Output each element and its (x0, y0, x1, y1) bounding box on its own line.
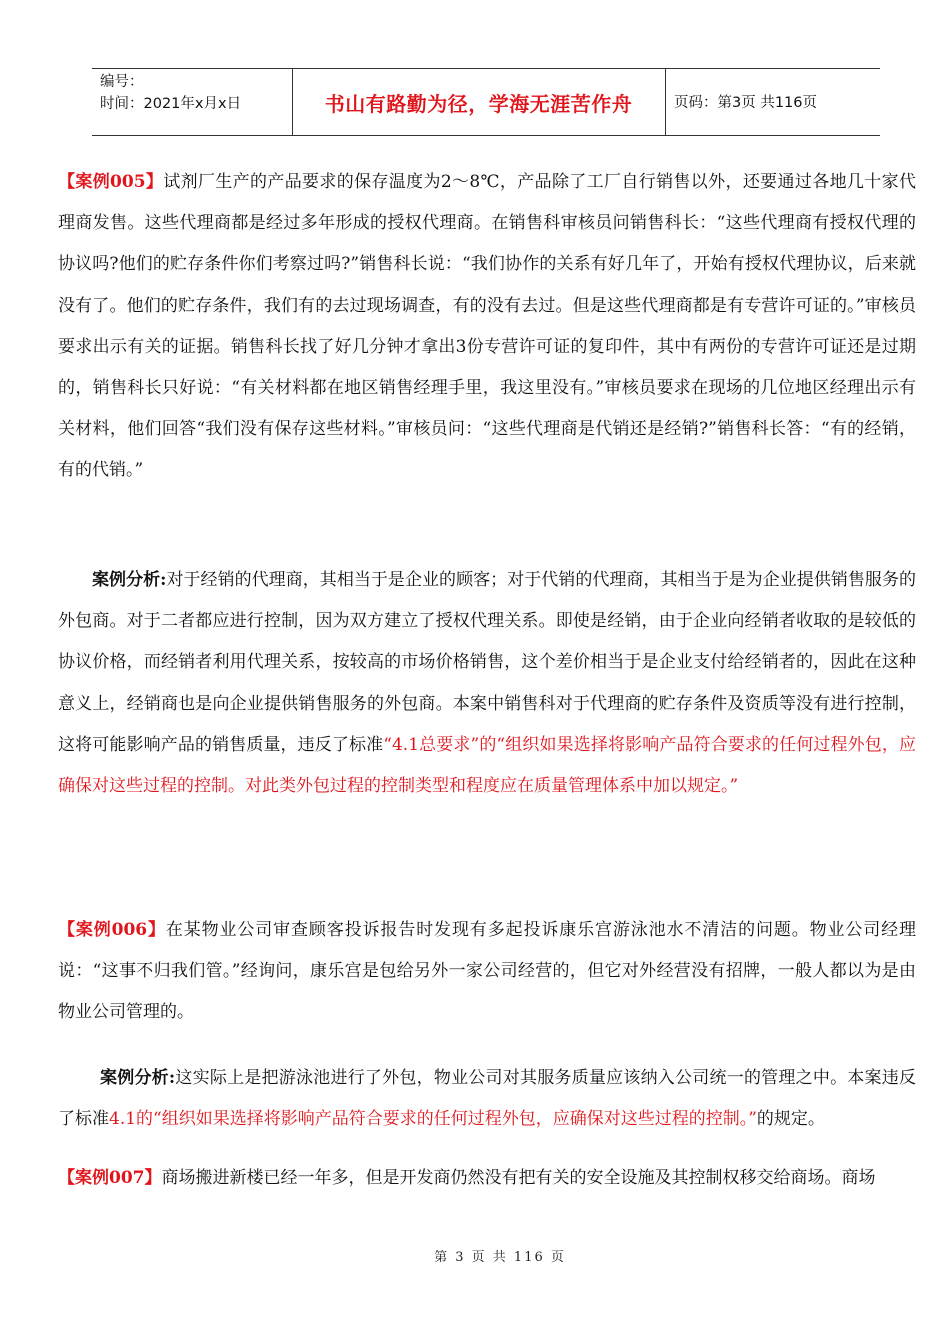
case-007-text: 商场搬进新楼已经一年多，但是开发商仍然没有把有关的安全设施及其控制权移交给商场。商场 (161, 1168, 876, 1188)
header-left-cell (100, 71, 241, 115)
analysis-005-standard-quote: “4.1总要求”的“组织如果选择将影响产品符合要求的任何过程外包，应确保对这些过程的控制。对此类外包过程的控制类型和程度应在质量管理体系中加以规定。” (58, 734, 917, 797)
number-label: 编号： (100, 74, 144, 90)
case-006-text: 在某物业公司审查顾客投诉报告时发现有多起投诉康乐宫游泳池水不清洁的问题。物业公司经理说：“这事不归我们管。”经询问，康乐宫是包给另外一家公司经营的，但它对外经营没有招牌，一般人都以为是由物业公司管理的。 (58, 920, 916, 1023)
analysis-005-label: 案例分析: (92, 570, 167, 590)
case-006-paragraph (58, 910, 916, 1034)
case-005-text: 试剂厂生产的产品要求的保存温度为2～8℃，产品除了工厂自行销售以外，还要通过各地几十家代理商发售。这些代理商都是经过多年形成的授权代理商。在销售科审核员问销售科长：“这些代理商有授权代理的协议吗?他们的贮存条件你们考察过吗?”销售科长说：“我们协作的关系有好几年了，开始有授权代理协议，后来就没有了。他们的贮存条件，我们有的去过现场调查，有的没有去过。但是这些代理商都是有专营许可证的。”审核员要求出示有关的证据。销售科长找了好几分钟才拿出3份专营许可证的复印件，其中有两份的专营许可证还是过期的，销售科长只好说：“有关材料都在地区销售经理手里，我这里没有。”审核员要求在现场的几位地区经理出示有关材料，他们回答“我们没有保存这些材料。”审核员问：“这些代理商是代销还是经销?”销售科长答：“有的经销，有的代销。” (58, 172, 916, 481)
header-slogan: 书山有路勤为径，学海无涯苦作舟 (324, 91, 633, 116)
case-007-tag: 【案例007】 (58, 1168, 162, 1188)
time-label: 时间：2021年x月x日 (100, 96, 242, 112)
analysis-006-standard-quote: 4.1的“组织如果选择将影响产品符合要求的任何过程外包，应确保对这些过程的控制。” (109, 1109, 757, 1130)
analysis-005-paragraph (58, 560, 916, 807)
case-007-paragraph (58, 1158, 916, 1199)
header-page-info: 页码：第3页 共116页 (674, 95, 818, 111)
header-divider (665, 69, 666, 135)
analysis-005-text: 对于经销的代理商，其相当于是企业的顾客；对于代销的代理商，其相当于是为企业提供销售服务的外包商。对于二者都应进行控制，因为双方建立了授权代理关系。即使是经销，由于企业向经销者收取的是较低的协议价格，而经销者利用代理关系，按较高的市场价格销售，这个差价相当于是企业支付给经销者的，因此在这种意义上，经销商也是向企业提供销售服务的外包商。本案中销售科对于代理商的贮存条件及资质等没有进行控制，这将可能影响产品的销售质量，违反了标准 (58, 570, 916, 755)
analysis-006-paragraph (58, 1058, 916, 1140)
analysis-006-label: 案例分析: (100, 1068, 176, 1088)
page-footer: 第 3 页 共 116 页 (434, 1250, 566, 1265)
case-006-tag: 【案例006】 (58, 920, 166, 940)
case-005-tag: 【案例005】 (58, 172, 164, 192)
analysis-006-tail: 的规定。 (756, 1109, 825, 1130)
case-005-paragraph (58, 162, 916, 492)
header-table (92, 68, 880, 136)
analysis-006-text: 这实际上是把游泳池进行了外包，物业公司对其服务质量应该纳入公司统一的管理之中。本案违反了标准 (58, 1068, 916, 1130)
